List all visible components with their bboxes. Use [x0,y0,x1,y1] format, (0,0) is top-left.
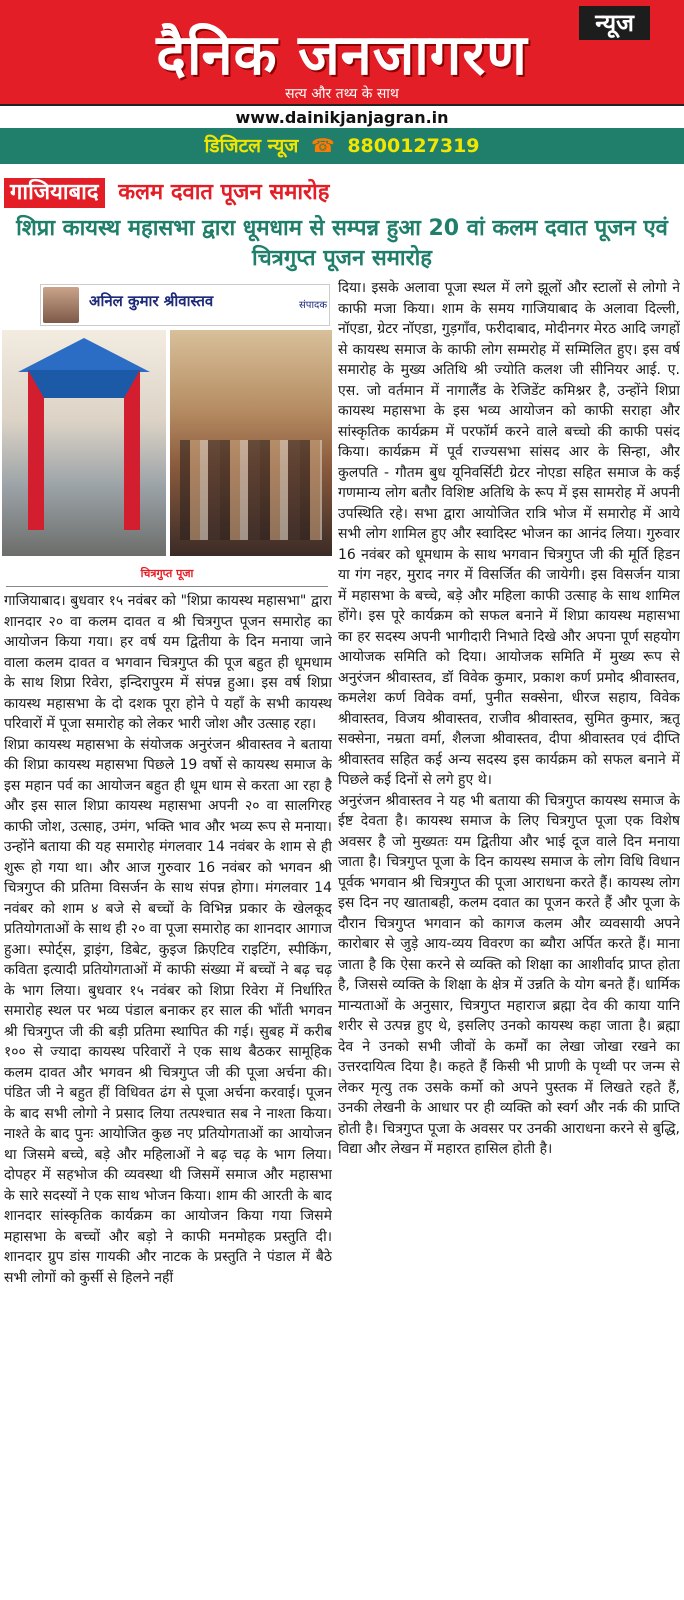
brand-logo: दैनिक जनजागरण [156,23,528,88]
children-group [180,440,322,540]
article-column-left [4,591,332,1600]
author-role: संपादक [299,300,328,311]
phone-number[interactable]: 8800127319 [347,135,480,157]
website-url[interactable]: www.dainikjanjagran.in [0,104,684,130]
digital-news-bar [0,128,684,164]
dateline-place: गाजियाबाद [4,178,105,208]
kicker-topic: कलम दवात पूजन समारोह [118,180,330,205]
caption-divider [6,586,328,587]
masthead [0,0,684,128]
paragraph: शिप्रा कायस्थ महासभा के संयोजक अनुरंजन श्रीवास्तव ने बताया की शिप्रा कायस्थ महासभा पिछले 19 वर्षो से कायस्थ समाज के इस महान पर्व का आयोजन बहुत ही धूम धाम से करता आ रहा है और इस साल शिप्रा कायस्थ महासभा अपनी २० वा सालगिरह काफी जोश, उत्साह, उमंग, भक्ति भाव और भव्य रूप से मनाया। उन्होंने बताया की यह समारोह मंगलवार 14 नवंबर के शाम से ही शुरू हो गया था। और आज गुरुवार 16 नवंबर को भगवन श्री चित्रगुप्त की प्रतिमा विसर्जन के साथ संपन्न होगा। मंगलवार 14 नवंबर को शाम ४ बजे से बच्चों के विभिन्न प्रकार के खेलकूद प्रतियोगताओं के साथ ही २० वा पूजा समारोह का शानदार आगाज हुआ। स्पोर्ट्स, ड्राइंग, डिबेट, कुइज क्रिएटिव राइटिंग, स्पीकिंग, कविता इत्यादी प्रतियोगताओं में काफी संख्या में बच्चों ने बढ़ चढ़ के भाग लिया। बुधवार १५ नवंबर को शिप्रा रिवेरा में निर्धारित समारोह स्थल पर भव्य पंडाल बनाकर हर साल की भाँती भगवन श्री चित्रगुप्त जी की बड़ी प्रतिमा स्थापित की गई। सुबह में करीब १०० से ज्यादा कायस्थ परिवारों ने एक साथ बैठकर सामूहिक कलम दावत और भगवन श्री चित्रगुप्त जी की पूजा अर्चना की। पंडित जी ने बहुत हीं विधिवत ढंग से पूजा अर्चना करवाई। पूजन के बाद सभी लोगो ने प्रसाद लिया तत्पश्चात सब ने नाश्ता किया। नाश्ते के बाद पुनः आयोजित कुछ नए प्रतियोगताओं का आयोजन था जिसमे बच्चे, बड़े और महिलाओं ने बढ़ चढ़ के भाग लिया। दोपहर में सहभोज की व्यवस्था थी जिसमें समाज और महासभा के सारे सदस्यों ने एक साथ भोजन किया। शाम की आरती के बाद शानदार सांस्कृतिक कार्यक्रम का आयोजन किया गया जिसमे महासभा के बच्चों और बड़ो ने काफी मनमोहक प्रस्तुति दी। शानदार ग्रुप डांस गायकी और नाटक के प्रस्तुति ने पंडाल में बैठे सभी लोगों को कुर्सी से हिलने नहीं [4,736,332,1286]
photo-children-drawing [170,330,332,556]
photo-caption: चित्रगुप्त पूजा [140,567,194,580]
paragraph: अनुरंजन श्रीवास्तव ने यह भी बताया की चित्रगुप्त कायस्थ समाज के ईष्ट देवता है। कायस्थ समाज के लिए चित्रगुप्त पूजा एक विशेष अवसर है जो मुख्यतः यम द्वितीया और भाई दूज वाले दिन मनाया जाता है। चित्रगुप्त पूजा के दिन कायस्थ समाज के लोग विधि विधान पूर्वक भगवान श्री चित्रगुप्त की पूजा आराधना करते हैं। कायस्थ लोग इस दिन नए खाताबही, कलम दवात का पूजन करते हैं और पूजा के दौरान चित्रगुप्त भगवान को कागज कलम और व्यवसायी अपने कारोबार से जुड़े आय-व्यय विवरण का ब्यौरा अर्पित करते हैं। माना जाता है कि ऐसा करने से व्यक्ति को शिक्षा का आशीर्वाद प्राप्त होता है, जिससे व्यक्ति के शिक्षा के क्षेत्र में उन्नति के योग बनते हैं। धार्मिक मान्यताओं के अनुसार, चित्रगुप्त महाराज ब्रह्मा देव की काया यानि शरीर से उत्पन्न हुए थे, इसलिए उनको कायस्थ कहा जाता है। ब्रह्मा देव ने उनको सभी जीवों के कर्मों का लेखा जोखा रखने का उत्तरदायित्व दिया है। कहते हैं किसी भी प्राणी के पृथ्वी पर जन्म से लेकर मृत्यु तक उसके कर्मो को अपने पुस्तक में लिखते रहते हैं, उनकी लेखनी के आधार पर ही व्यक्ति को स्वर्ग और नर्क की प्राप्ति होती है। चित्रगुप्त पूजा के अवसर पर उनकी आराधना करने से बुद्धि, विद्या और लेखन में महारत हासिल होती है। [338,792,680,1157]
digital-news-label: डिजिटल न्यूज [204,135,299,157]
author-avatar [43,287,79,323]
paragraph: दिया। इसके अलावा पूजा स्थल में लगे झूलों और स्टालों से लोगो ने काफी मजा किया। शाम के समय गाजियाबाद के अलावा दिल्ली, नॉएडा, ग्रेटर नॉएडा, गुड़गाँव, फरीदाबाद, मोदीनगर मेरठ आदि जगहों से कायस्थ समाज के काफी लोग सम्मरोह में सम्मिलित हुए। इस वर्ष समारोह के मुख्य अतिथि श्री ज्योति कलश जी सीनियर आई. ए. एस. जो वर्तमान में नागालैंड के रेजिडेंट कमिश्नर है, उन्होंने शिप्रा कायस्थ महासभा के इस भव्य आयोजन को काफी सराहा और सांस्कृतिक कार्यक्रम में परफॉर्म करने वाले बच्चो की काफी पसंद किया। कार्यक्रम में पूर्व राज्यसभा सांसद आर के सिन्हा, और कुलपति - गौतम बुध यूनिवर्सिटी ग्रेटर नोएडा सहित समाज के कई गणमान्य लोग बतौर विशिष्ट अतिथि के रूप में इस सामरोह में अपनी उपस्थिति रहे। सभा द्वारा आयोजित रात्रि भोज में समारोह में आये सभी लोग शामिल हुए और स्वादिस्ट भोजन का आनंद लिया। गुरुवार 16 नवंबर को धूमधाम के साथ भगवान चित्रगुप्त जी की मूर्ति हिडन या गंग नहर, मुराद नगर में विसर्जित की जायेगी। इस विसर्जन यात्रा में महासभा के बच्चे, बड़े और महिला काफी उत्साह के साथ शामिल होंगे। इस पूरे कार्यक्रम को सफल बनाने में शिप्रा कायस्थ महासभा का हर सदस्य अपनी भागीदारी निभाते दिखे और अपना पूर्ण सहयोग आयोजक समिति को दिया। आयोजक समिति में मुख्य रूप से अनुरंजन श्रीवास्तव, डॉ विवेक कुमार, प्रकाश कर्ण प्रमोद श्रीवास्तव, कमलेश कर्ण विवेक वर्मा, पुनीत सक्सेना, धीरज सहाय, विवेक श्रीवास्तव, विजय श्रीवास्तव, राजीव श्रीवास्तव, सुमित कुमार, ऋतू सक्सेना, नम्रता वर्मा, शैलजा श्रीवास्तव, दीपा श्रीवास्तव एवं दीप्ति श्रीवास्तव सहित कई अन्य सदस्य इस कार्यक्रम को सफल बनाने में पिछले कई दिनों से लगे हुए थे। [338,280,680,788]
gate-roof [18,338,150,372]
author-name: अनिल कुमार श्रीवास्तव [89,292,214,310]
photo-entrance-gate [2,330,166,556]
article-column-right [338,278,680,1600]
kicker [4,178,329,208]
gate-arch [28,370,140,530]
paragraph: गाजियाबाद। बुधवार १५ नवंबर को "शिप्रा कायस्थ महासभा" द्वारा शानदार २० वा कलम दावत व श्री चित्रगुप्त पूजन समारोह का आयोजन किया गया। हर वर्ष यम द्वितीया के दिन मनाया जाने वाला कलम दावत व भगवान चित्रगुप्त की पूज बहुत ही धूमधाम के साथ शिप्रा रिवेरा, इन्दिरापुरम में संपन्न हुआ। इस वर्ष शिप्रा कायस्थ महासभा के दो दशक पूरा होने पे यहाँ के सभी कायस्थ परिवारों में पूजा समारोह को लेकर भारी जोश और उत्साह रहा। [4,593,332,732]
tagline: सत्य और तथ्य के साथ [285,86,399,102]
article-headline: शिप्रा कायस्थ महासभा द्वारा धूमधाम से सम्पन्न हुआ 20 वां कलम दवात पूजन एवं चित्रगुप्त पूजन समारोह [16,216,668,271]
author-box [40,284,330,326]
news-tag: न्यूज [579,6,650,40]
phone-icon: ☎ [311,135,335,157]
